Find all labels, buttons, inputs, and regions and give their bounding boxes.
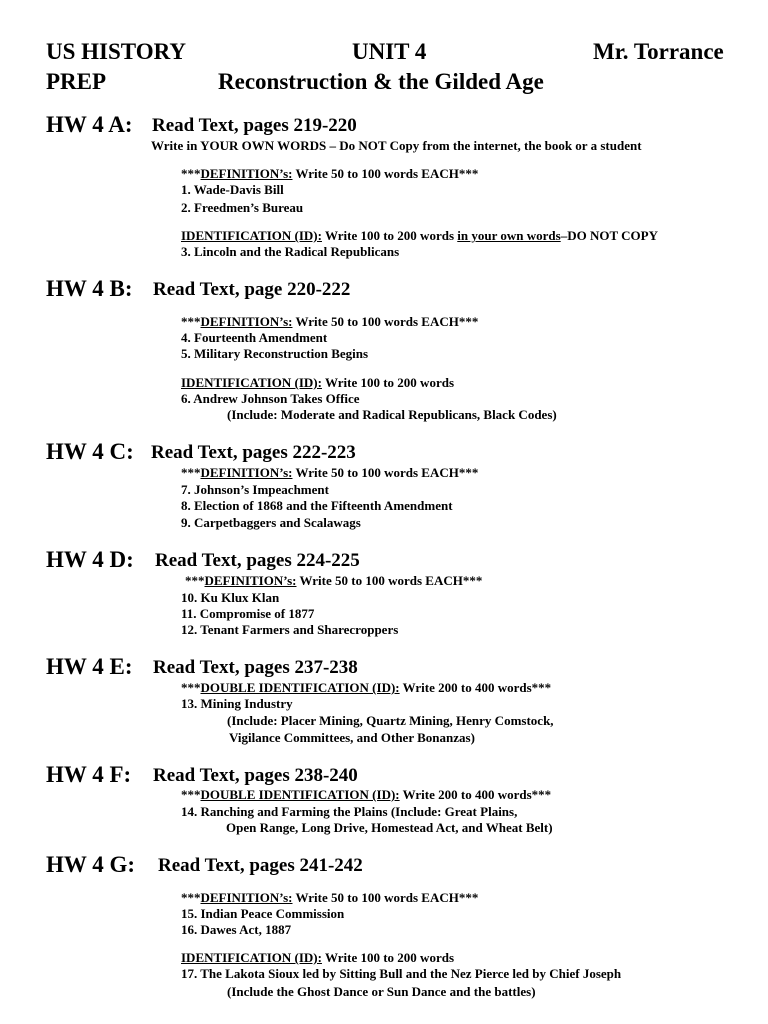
- include-note: (Include: Placer Mining, Quartz Mining, Henry Comstock,: [227, 713, 554, 728]
- list-item: 4. Fourteenth Amendment: [181, 330, 328, 345]
- list-item: 10. Ku Klux Klan: [181, 590, 280, 605]
- hw-c-reading: Read Text, pages 222-223: [151, 442, 356, 463]
- include-note: Vigilance Committees, and Other Bonanzas): [229, 730, 475, 745]
- hw-a-label: HW 4 A:: [46, 112, 133, 137]
- include-note: (Include the Ghost Dance or Sun Dance and the battles): [227, 984, 536, 999]
- hw-d-label: HW 4 D:: [46, 547, 134, 572]
- page-title: Reconstruction & the Gilded Age: [218, 69, 544, 94]
- hw-b-reading: Read Text, page 220-222: [153, 279, 351, 300]
- unit-label: UNIT 4: [352, 39, 427, 64]
- course-title: US HISTORY: [46, 39, 187, 64]
- list-item: 8. Election of 1868 and the Fifteenth Amendment: [181, 498, 453, 513]
- hw-b-identification-header: IDENTIFICATION (ID): Write 100 to 200 words: [181, 375, 455, 390]
- hw-g-label: HW 4 G:: [46, 852, 136, 877]
- hw-d-definition-header: ***DEFINITION’s: Write 50 to 100 words EACH***: [185, 573, 483, 588]
- hw-e-reading: Read Text, pages 237-238: [153, 657, 358, 678]
- list-item: 13. Mining Industry: [181, 696, 293, 711]
- list-item: 17. The Lakota Sioux led by Sitting Bull and the Nez Pierce led by Chief Joseph: [181, 966, 622, 981]
- list-item: 11. Compromise of 1877: [181, 606, 315, 621]
- list-item: 2. Freedmen’s Bureau: [181, 200, 304, 215]
- hw-a-note: Write in YOUR OWN WORDS – Do NOT Copy from the internet, the book or a student: [151, 138, 642, 153]
- hw-a-reading: Read Text, pages 219-220: [152, 115, 357, 136]
- hw-a-identification-header: IDENTIFICATION (ID): Write 100 to 200 words in your own words–DO NOT COPY: [181, 228, 658, 243]
- list-item: 7. Johnson’s Impeachment: [181, 482, 329, 497]
- hw-b-definition-header: ***DEFINITION’s: Write 50 to 100 words EACH***: [181, 314, 479, 329]
- list-item: 1. Wade-Davis Bill: [181, 182, 284, 197]
- hw-a-definition-header: ***DEFINITION’s: Write 50 to 100 words EACH***: [181, 166, 479, 181]
- list-item: 6. Andrew Johnson Takes Office: [181, 391, 360, 406]
- list-item: 9. Carpetbaggers and Scalawags: [181, 515, 361, 530]
- hw-d-reading: Read Text, pages 224-225: [155, 550, 360, 571]
- hw-c-label: HW 4 C:: [46, 439, 134, 464]
- hw-g-identification-header: IDENTIFICATION (ID): Write 100 to 200 words: [181, 950, 455, 965]
- include-note: Open Range, Long Drive, Homestead Act, and Wheat Belt): [226, 820, 553, 835]
- hw-g-reading: Read Text, pages 241-242: [158, 855, 363, 876]
- hw-f-reading: Read Text, pages 238-240: [153, 765, 358, 786]
- hw-g-definition-header: ***DEFINITION’s: Write 50 to 100 words EACH***: [181, 890, 479, 905]
- course-level: PREP: [46, 69, 107, 94]
- hw-b-label: HW 4 B:: [46, 276, 133, 301]
- hw-f-label: HW 4 F:: [46, 762, 132, 787]
- list-item: 5. Military Reconstruction Begins: [181, 346, 369, 361]
- list-item: 15. Indian Peace Commission: [181, 906, 345, 921]
- teacher-name: Mr. Torrance: [593, 39, 724, 64]
- list-item: 12. Tenant Farmers and Sharecroppers: [181, 622, 399, 637]
- include-note: (Include: Moderate and Radical Republicans, Black Codes): [227, 407, 557, 422]
- hw-e-label: HW 4 E:: [46, 654, 133, 679]
- list-item: 3. Lincoln and the Radical Republicans: [181, 244, 400, 259]
- hw-e-double-id-header: ***DOUBLE IDENTIFICATION (ID): Write 200 to 400 words***: [181, 680, 552, 695]
- list-item: 14. Ranching and Farming the Plains (Include: Great Plains,: [181, 804, 518, 819]
- hw-f-double-id-header: ***DOUBLE IDENTIFICATION (ID): Write 200 to 400 words***: [181, 787, 552, 802]
- hw-c-definition-header: ***DEFINITION’s: Write 50 to 100 words EACH***: [181, 465, 479, 480]
- list-item: 16. Dawes Act, 1887: [181, 922, 292, 937]
